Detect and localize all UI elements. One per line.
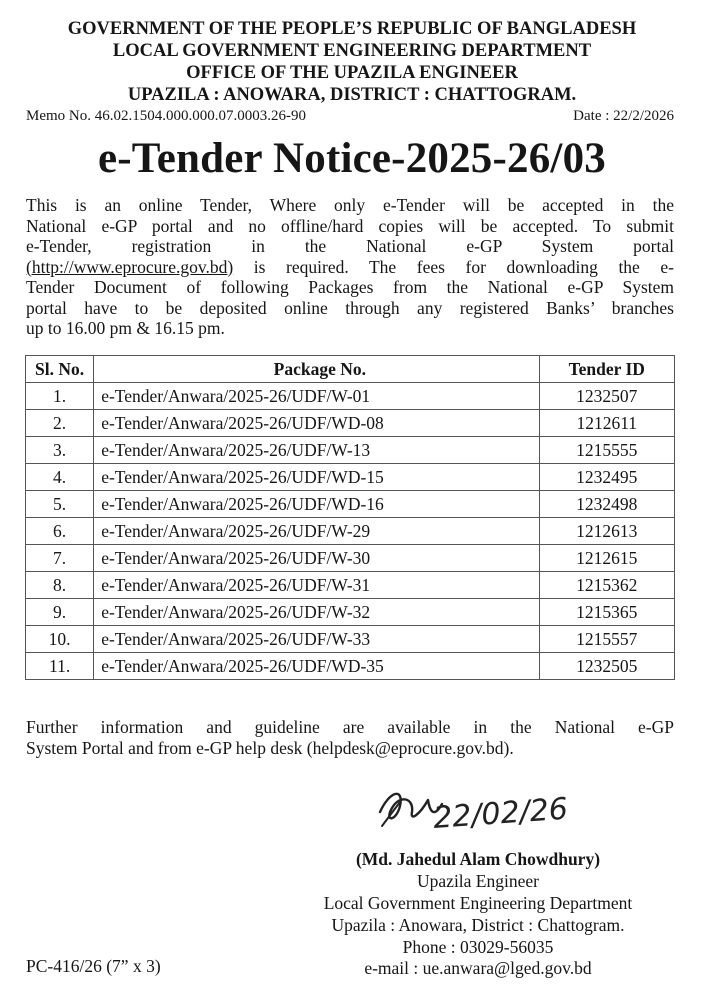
cell-package: e-Tender/Anwara/2025-26/UDF/WD-35: [94, 653, 539, 680]
cell-sl: 4.: [26, 464, 94, 491]
cell-tender-id: 1212615: [539, 545, 675, 572]
table-row: [26, 545, 675, 572]
signatory-phone: Phone : 03029-56035: [402, 937, 554, 957]
cell-tender-id: 1215362: [539, 572, 675, 599]
cell-sl: 8.: [26, 572, 94, 599]
cell-tender-id: 1215365: [539, 599, 675, 626]
cell-package: e-Tender/Anwara/2025-26/UDF/W-31: [94, 572, 539, 599]
table-row: [26, 437, 675, 464]
cell-package: e-Tender/Anwara/2025-26/UDF/WD-16: [94, 491, 539, 518]
cell-tender-id: 1232498: [539, 491, 675, 518]
eprocure-link[interactable]: (http://www.eprocure.gov.bd): [26, 256, 234, 277]
memo-date-row: [26, 108, 674, 125]
handwritten-signature: [370, 782, 620, 842]
cell-sl: 3.: [26, 437, 94, 464]
table-row: [26, 464, 675, 491]
publication-reference: PC-416/26 (7” x 3): [26, 956, 161, 976]
cell-tender-id: 1215555: [539, 437, 675, 464]
signatory-email[interactable]: e-mail : ue.anwara@lged.gov.bd: [364, 958, 592, 978]
cell-tender-id: 1212611: [539, 410, 675, 437]
cell-tender-id: 1212613: [539, 518, 675, 545]
cell-tender-id: 1215557: [539, 626, 675, 653]
memo-number: Memo No. 46.02.1504.000.000.07.0003.26-90: [26, 108, 306, 124]
table-body: [26, 383, 675, 680]
table-row: [26, 491, 675, 518]
table-row: [26, 626, 675, 653]
cell-tender-id: 1232505: [539, 653, 675, 680]
header-location: UPAZILA : ANOWARA, DISTRICT : CHATTOGRAM.: [127, 85, 577, 105]
intro-line: portal have to be deposited online through any registered Banks’ branches: [26, 297, 674, 318]
col-header-tender-id: Tender ID: [539, 356, 675, 383]
table-row: [26, 518, 675, 545]
intro-line: [26, 257, 674, 278]
cell-tender-id: 1232507: [539, 383, 675, 410]
cell-package: e-Tender/Anwara/2025-26/UDF/W-29: [94, 518, 539, 545]
table-row: [26, 653, 675, 680]
further-line: System Portal and from e-GP help desk (helpdesk@eprocure.gov.bd).: [26, 737, 514, 758]
cell-package: e-Tender/Anwara/2025-26/UDF/W-30: [94, 545, 539, 572]
table-row: [26, 572, 675, 599]
cell-tender-id: 1232495: [539, 464, 675, 491]
signatory-location: Upazila : Anowara, District : Chattogram.: [331, 915, 625, 935]
table-row: [26, 383, 675, 410]
intro-line: e-Tender, registration in the National e-GP System portal: [26, 236, 674, 256]
signatory-department: Local Government Engineering Department: [323, 893, 633, 913]
cell-package: e-Tender/Anwara/2025-26/UDF/W-01: [94, 383, 539, 410]
cell-sl: 11.: [26, 653, 94, 680]
intro-line: Tender Document of following Packages from the National e-GP System: [26, 277, 674, 297]
signatory-designation: Upazila Engineer: [417, 871, 539, 891]
cell-sl: 2.: [26, 410, 94, 437]
signature-date: 22/02/26: [432, 791, 569, 836]
further-info-paragraph: [26, 717, 674, 758]
intro-line: National e-GP portal and no offline/hard copies will be accepted. To submit: [26, 215, 674, 236]
header-office: OFFICE OF THE UPAZILA ENGINEER: [186, 63, 518, 83]
cell-package: e-Tender/Anwara/2025-26/UDF/WD-08: [94, 410, 539, 437]
notice-date: Date : 22/2/2026: [573, 108, 674, 124]
cell-sl: 7.: [26, 545, 94, 572]
intro-paragraph: [26, 195, 674, 339]
cell-package: e-Tender/Anwara/2025-26/UDF/W-32: [94, 599, 539, 626]
header-government: GOVERNMENT OF THE PEOPLE’S REPUBLIC OF BANGLADESH: [67, 19, 637, 39]
table-header-row: [26, 356, 675, 383]
signatory-name: (Md. Jahedul Alam Chowdhury): [355, 849, 601, 869]
intro-line-text: is required. The fees for downloading the e-: [233, 256, 674, 277]
further-line: Further information and guideline are available in the National e-GP: [26, 717, 674, 737]
intro-line: This is an online Tender, Where only e-Tender will be accepted in the: [26, 195, 674, 215]
cell-sl: 5.: [26, 491, 94, 518]
cell-sl: 1.: [26, 383, 94, 410]
cell-sl: 9.: [26, 599, 94, 626]
header-department: LOCAL GOVERNMENT ENGINEERING DEPARTMENT: [112, 41, 592, 61]
table-row: [26, 410, 675, 437]
notice-title: e-Tender Notice-2025-26/03: [98, 135, 606, 182]
packages-table: [25, 355, 675, 680]
cell-sl: 6.: [26, 518, 94, 545]
cell-package: e-Tender/Anwara/2025-26/UDF/W-13: [94, 437, 539, 464]
cell-package: e-Tender/Anwara/2025-26/UDF/WD-15: [94, 464, 539, 491]
intro-line: up to 16.00 pm & 16.15 pm.: [26, 318, 225, 338]
table-row: [26, 599, 675, 626]
cell-sl: 10.: [26, 626, 94, 653]
cell-package: e-Tender/Anwara/2025-26/UDF/W-33: [94, 626, 539, 653]
col-header-sl: Sl. No.: [26, 356, 94, 383]
col-header-package: Package No.: [94, 356, 539, 383]
